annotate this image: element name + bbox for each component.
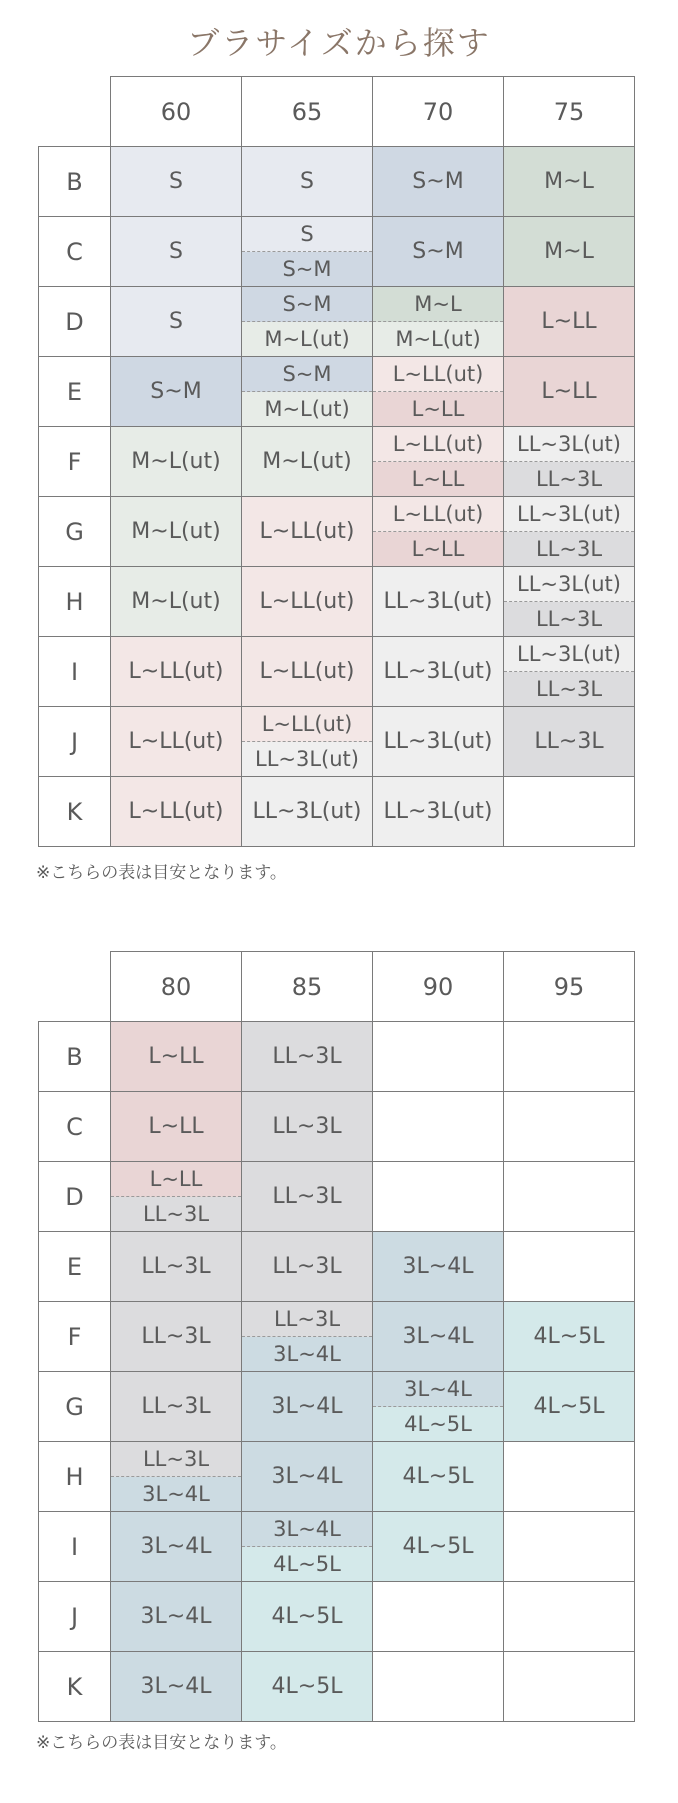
size-cell <box>242 357 373 427</box>
split-cell <box>242 1512 372 1581</box>
size-cell <box>504 637 635 707</box>
cup-header: E <box>39 1232 111 1302</box>
split-cell <box>242 357 372 426</box>
table-row <box>39 637 635 707</box>
size-value-lower: S~M <box>242 252 372 286</box>
table-row <box>39 427 635 497</box>
size-value-lower: LL~3L <box>504 602 634 636</box>
size-cell <box>504 1442 635 1512</box>
size-value-upper: 3L~4L <box>373 1372 503 1407</box>
cup-header: H <box>39 1442 111 1512</box>
size-cell: LL~3L <box>504 707 635 777</box>
size-cell: L~LL <box>504 357 635 427</box>
cup-header: I <box>39 1512 111 1582</box>
size-value-lower: LL~3L <box>111 1197 241 1231</box>
size-cell: L~LL(ut) <box>111 707 242 777</box>
size-value-lower: L~LL <box>373 392 503 426</box>
cup-header: G <box>39 1372 111 1442</box>
table-row <box>39 707 635 777</box>
cup-header: D <box>39 287 111 357</box>
cup-header: K <box>39 777 111 847</box>
table-note: ※こちらの表は目安となります。 <box>36 863 287 883</box>
split-cell <box>373 497 503 566</box>
size-value-upper: S~M <box>242 357 372 392</box>
size-value-upper: 3L~4L <box>242 1512 372 1547</box>
size-cell <box>373 1372 504 1442</box>
underbust-header: 70 <box>373 77 504 147</box>
size-cell <box>504 567 635 637</box>
split-cell <box>373 357 503 426</box>
size-cell: S <box>111 217 242 287</box>
size-cell: LL~3L <box>242 1022 373 1092</box>
split-cell <box>242 707 372 776</box>
size-cell <box>242 707 373 777</box>
size-cell: LL~3L <box>242 1232 373 1302</box>
size-cell: S~M <box>111 357 242 427</box>
size-cell <box>111 1442 242 1512</box>
size-cell <box>504 777 635 847</box>
size-cell: LL~3L(ut) <box>373 567 504 637</box>
header-row <box>39 952 635 1022</box>
size-cell <box>111 1162 242 1232</box>
cup-header: F <box>39 427 111 497</box>
table-row <box>39 1232 635 1302</box>
size-cell: M~L(ut) <box>111 497 242 567</box>
size-value-upper: S <box>242 217 372 252</box>
size-cell <box>242 217 373 287</box>
cup-header: B <box>39 1022 111 1092</box>
size-cell <box>242 287 373 357</box>
size-value-lower: LL~3L <box>504 672 634 706</box>
size-value-upper: M~L <box>373 287 503 322</box>
underbust-header: 75 <box>504 77 635 147</box>
underbust-header: 85 <box>242 952 373 1022</box>
corner-cell <box>39 952 111 1022</box>
table-row <box>39 1652 635 1722</box>
bra-size-table-2 <box>38 951 635 1722</box>
size-value-upper: L~LL <box>111 1162 241 1197</box>
page-title: ブラサイズから探す <box>187 24 491 62</box>
size-value-upper: L~LL(ut) <box>242 707 372 742</box>
size-value-lower: M~L(ut) <box>242 392 372 426</box>
size-cell <box>504 1092 635 1162</box>
split-cell <box>242 217 372 286</box>
table-row <box>39 1022 635 1092</box>
size-cell: L~LL(ut) <box>111 777 242 847</box>
underbust-header: 60 <box>111 77 242 147</box>
bra-size-table-1 <box>38 76 635 847</box>
size-value-lower: L~LL <box>373 462 503 496</box>
table-row <box>39 1302 635 1372</box>
cup-header: C <box>39 1092 111 1162</box>
underbust-header: 90 <box>373 952 504 1022</box>
split-cell <box>111 1442 241 1511</box>
size-cell: 3L~4L <box>373 1232 504 1302</box>
size-cell: 3L~4L <box>242 1372 373 1442</box>
size-cell: 3L~4L <box>242 1442 373 1512</box>
size-cell: L~LL <box>504 287 635 357</box>
split-cell <box>504 637 634 706</box>
size-cell <box>504 1022 635 1092</box>
size-cell <box>242 1302 373 1372</box>
table-row <box>39 1582 635 1652</box>
header-row <box>39 77 635 147</box>
size-cell: 3L~4L <box>111 1652 242 1722</box>
size-value-lower: 4L~5L <box>242 1547 372 1581</box>
size-cell: L~LL <box>111 1092 242 1162</box>
size-cell: LL~3L(ut) <box>242 777 373 847</box>
split-cell <box>504 497 634 566</box>
table-row <box>39 777 635 847</box>
size-cell <box>504 497 635 567</box>
size-cell: L~LL(ut) <box>242 637 373 707</box>
table-row <box>39 287 635 357</box>
size-cell: S~M <box>373 147 504 217</box>
size-value-lower: 4L~5L <box>373 1407 503 1441</box>
split-cell <box>373 287 503 356</box>
size-cell <box>373 427 504 497</box>
cup-header: E <box>39 357 111 427</box>
cup-header: D <box>39 1162 111 1232</box>
split-cell <box>504 427 634 496</box>
cup-header: F <box>39 1302 111 1372</box>
cup-header: C <box>39 217 111 287</box>
size-cell: M~L <box>504 147 635 217</box>
size-value-upper: LL~3L(ut) <box>504 567 634 602</box>
table-note: ※こちらの表は目安となります。 <box>36 1733 287 1753</box>
size-value-lower: 3L~4L <box>242 1337 372 1371</box>
table-row <box>39 1442 635 1512</box>
size-cell <box>504 1162 635 1232</box>
table-row <box>39 497 635 567</box>
split-cell <box>373 1372 503 1441</box>
table-row <box>39 357 635 427</box>
underbust-header: 65 <box>242 77 373 147</box>
size-value-upper: L~LL(ut) <box>373 427 503 462</box>
size-cell: LL~3L <box>242 1092 373 1162</box>
size-cell: LL~3L <box>111 1302 242 1372</box>
size-cell: LL~3L <box>111 1232 242 1302</box>
underbust-header: 95 <box>504 952 635 1022</box>
size-cell: L~LL <box>111 1022 242 1092</box>
size-cell: 4L~5L <box>242 1652 373 1722</box>
table-row <box>39 567 635 637</box>
size-cell: 3L~4L <box>111 1512 242 1582</box>
size-value-upper: LL~3L <box>242 1302 372 1337</box>
split-cell <box>242 1302 372 1371</box>
size-cell: S <box>111 147 242 217</box>
size-value-upper: LL~3L(ut) <box>504 637 634 672</box>
size-value-lower: M~L(ut) <box>242 322 372 356</box>
size-cell <box>504 1512 635 1582</box>
size-cell <box>373 1582 504 1652</box>
size-cell: 3L~4L <box>111 1582 242 1652</box>
size-cell: S <box>242 147 373 217</box>
table-row <box>39 217 635 287</box>
size-cell <box>504 427 635 497</box>
size-cell: L~LL(ut) <box>242 497 373 567</box>
size-value-upper: LL~3L(ut) <box>504 497 634 532</box>
size-value-lower: LL~3L(ut) <box>242 742 372 776</box>
size-cell: 4L~5L <box>504 1302 635 1372</box>
size-value-upper: LL~3L(ut) <box>504 427 634 462</box>
cup-header: I <box>39 637 111 707</box>
size-cell: LL~3L <box>111 1372 242 1442</box>
size-cell <box>373 1092 504 1162</box>
size-cell <box>373 1162 504 1232</box>
size-cell: 4L~5L <box>242 1582 373 1652</box>
size-value-lower: 3L~4L <box>111 1477 241 1511</box>
size-cell <box>373 1652 504 1722</box>
table-row <box>39 147 635 217</box>
size-value-lower: LL~3L <box>504 462 634 496</box>
corner-cell <box>39 77 111 147</box>
size-cell: 3L~4L <box>373 1302 504 1372</box>
size-cell: LL~3L(ut) <box>373 777 504 847</box>
size-cell: L~LL(ut) <box>111 637 242 707</box>
size-cell: 4L~5L <box>504 1372 635 1442</box>
size-cell: S~M <box>373 217 504 287</box>
size-cell: LL~3L <box>242 1162 373 1232</box>
size-value-lower: L~LL <box>373 532 503 566</box>
size-cell <box>242 1512 373 1582</box>
split-cell <box>373 427 503 496</box>
size-cell <box>373 287 504 357</box>
size-cell <box>373 497 504 567</box>
size-cell: M~L <box>504 217 635 287</box>
size-cell: S <box>111 287 242 357</box>
cup-header: J <box>39 1582 111 1652</box>
split-cell <box>111 1162 241 1231</box>
table-row <box>39 1092 635 1162</box>
split-cell <box>242 287 372 356</box>
cup-header: H <box>39 567 111 637</box>
size-value-upper: S~M <box>242 287 372 322</box>
size-value-lower: LL~3L <box>504 532 634 566</box>
cup-header: G <box>39 497 111 567</box>
size-cell: 4L~5L <box>373 1442 504 1512</box>
size-cell: M~L(ut) <box>111 427 242 497</box>
size-cell: M~L(ut) <box>242 427 373 497</box>
size-cell: M~L(ut) <box>111 567 242 637</box>
table-row <box>39 1162 635 1232</box>
size-value-lower: M~L(ut) <box>373 322 503 356</box>
size-value-upper: L~LL(ut) <box>373 497 503 532</box>
cup-header: J <box>39 707 111 777</box>
split-cell <box>504 567 634 636</box>
size-cell <box>504 1232 635 1302</box>
size-cell <box>504 1582 635 1652</box>
size-cell <box>373 1022 504 1092</box>
size-value-upper: LL~3L <box>111 1442 241 1477</box>
size-value-upper: L~LL(ut) <box>373 357 503 392</box>
size-cell: LL~3L(ut) <box>373 637 504 707</box>
size-cell: L~LL(ut) <box>242 567 373 637</box>
size-cell <box>504 1652 635 1722</box>
table-row <box>39 1372 635 1442</box>
size-cell <box>373 357 504 427</box>
cup-header: B <box>39 147 111 217</box>
table-row <box>39 1512 635 1582</box>
size-cell: 4L~5L <box>373 1512 504 1582</box>
size-cell: LL~3L(ut) <box>373 707 504 777</box>
cup-header: K <box>39 1652 111 1722</box>
underbust-header: 80 <box>111 952 242 1022</box>
